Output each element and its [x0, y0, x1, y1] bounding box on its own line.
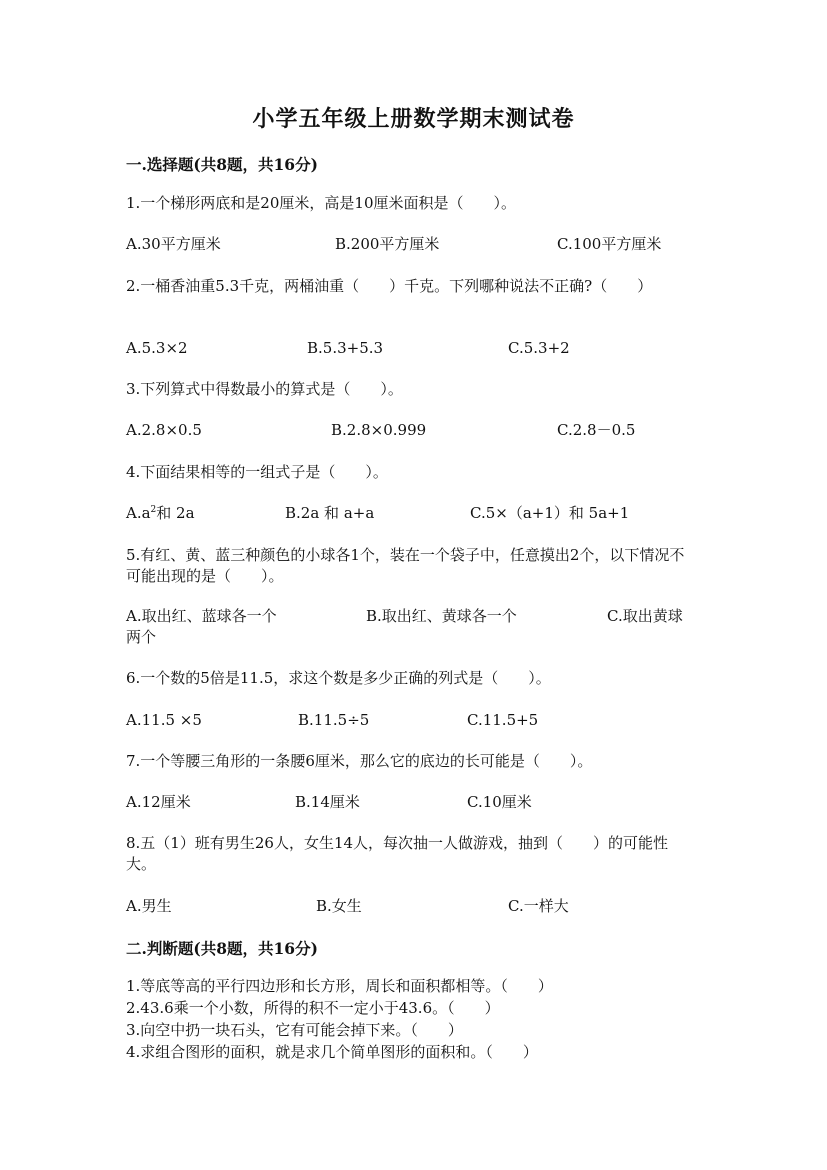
question-stem: 8.五（1）班有男生26人，女生14人，每次抽一人做游戏，抽到（ ）的可能性大。 — [126, 834, 669, 873]
question-stem: 1.一个梯形两底和是20厘米，高是10厘米面积是（ ）。 — [126, 194, 516, 212]
option-b[interactable]: B.取出红、黄球各一个 — [366, 607, 517, 625]
question-stem: 3.下列算式中得数最小的算式是（ ）。 — [126, 380, 403, 398]
option-b[interactable]: B.2a 和 a+a — [285, 504, 375, 522]
question-stem: 6.一个数的5倍是11.5，求这个数是多少正确的列式是（ ）。 — [126, 669, 551, 687]
option-row — [0, 792, 827, 814]
option-c[interactable]: C.2.8－0.5 — [557, 421, 636, 439]
question-stem: 4.下面结果相等的一组式子是（ ）。 — [126, 463, 388, 481]
option-row — [0, 338, 827, 360]
option-a-base: A.a — [126, 504, 151, 522]
judgement-item: 4.求组合图形的面积，就是求几个简单图形的面积和。（ ） — [126, 1043, 538, 1061]
option-row — [0, 896, 827, 918]
option-b[interactable]: B.200平方厘米 — [335, 235, 440, 253]
option-b[interactable]: B.11.5÷5 — [298, 711, 370, 729]
option-b[interactable]: B.14厘米 — [295, 793, 360, 811]
option-c[interactable]: C.11.5+5 — [467, 711, 539, 729]
option-a[interactable]: A.2.8×0.5 — [126, 421, 202, 439]
option-a[interactable]: A.男生 — [126, 897, 172, 915]
option-row — [0, 606, 827, 646]
judgement-item: 2.43.6乘一个小数，所得的积不一定小于43.6。（ ） — [126, 999, 500, 1017]
option-a[interactable]: A.11.5 ×5 — [126, 711, 202, 729]
judgement-item: 3.向空中扔一块石头，它有可能会掉下来。（ ） — [126, 1021, 463, 1039]
option-row — [0, 503, 827, 525]
option-a[interactable] — [126, 503, 195, 524]
option-a-rest: 和 2a — [156, 504, 195, 522]
option-c[interactable]: C.取出黄球两个 — [126, 607, 683, 646]
option-row — [0, 710, 827, 732]
question-stem: 2.一桶香油重5.3千克，两桶油重（ ）千克。下列哪种说法不正确?（ ） — [126, 277, 653, 295]
option-c[interactable]: C.10厘米 — [467, 793, 532, 811]
option-a[interactable]: A.5.3×2 — [126, 339, 188, 357]
option-c[interactable]: C.一样大 — [508, 897, 569, 915]
judgement-item: 1.等底等高的平行四边形和长方形，周长和面积都相等。（ ） — [126, 977, 553, 995]
superscript-exponent: 2 — [150, 505, 157, 515]
option-c[interactable]: C.5×（a+1）和 5a+1 — [470, 504, 630, 522]
section-heading-choice: 一.选择题(共8题，共16分) — [126, 155, 318, 174]
option-row — [0, 420, 827, 442]
option-c[interactable]: C.5.3+2 — [508, 339, 570, 357]
option-row — [0, 234, 827, 256]
option-b[interactable]: B.5.3+5.3 — [307, 339, 384, 357]
question-stem: 7.一个等腰三角形的一条腰6厘米，那么它的底边的长可能是（ ）。 — [126, 752, 593, 770]
option-b[interactable]: B.2.8×0.999 — [331, 421, 427, 439]
question-stem: 5.有红、黄、蓝三种颜色的小球各1个，装在一个袋子中，任意摸出2个，以下情况不可能出现的是（ ）。 — [126, 546, 685, 585]
page-title: 小学五年级上册数学期末测试卷 — [252, 106, 575, 132]
option-a[interactable]: A.30平方厘米 — [126, 235, 221, 253]
option-c[interactable]: C.100平方厘米 — [557, 235, 662, 253]
section-heading-judgement: 二.判断题(共8题，共16分) — [126, 939, 318, 958]
option-b[interactable]: B.女生 — [316, 897, 362, 915]
option-a[interactable]: A.12厘米 — [126, 793, 191, 811]
option-a[interactable]: A.取出红、蓝球各一个 — [126, 607, 277, 625]
